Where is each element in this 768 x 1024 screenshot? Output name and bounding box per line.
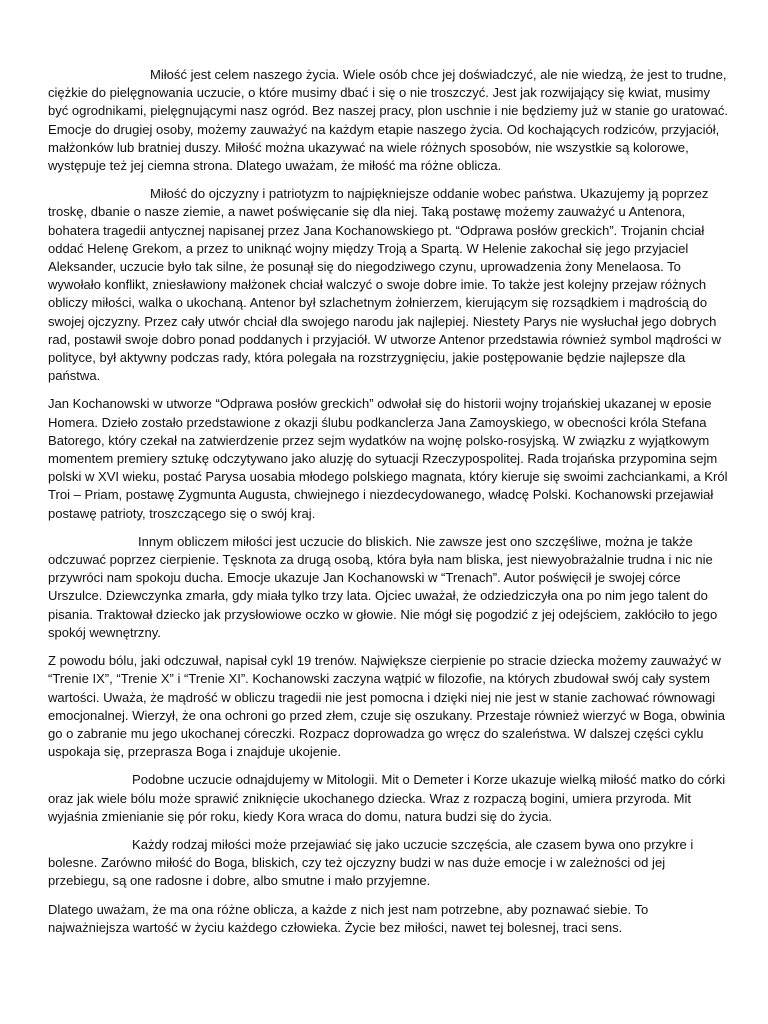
paragraph-treny: Z powodu bólu, jaki odczuwał, napisał cykl 19 trenów. Największe cierpienie po stracie dziecka możemy zauważyć w “Trenie IX”, “Trenie X” i “Trenie XI”. Kochanowski zaczyna wątpić w filozofie, na których zbudował swój cały system wartości. Uważa, że mądrość w obliczu tragedii nie jest pomocna i dzięki niej nie jest w stanie zachować równowagi emocjonalnej. Wierzył, że ona ochroni go przed złem, czuje się oszukany. Przestaje również wierzyć w Boga, obwinia go o zabranie mu jego ukochanej córeczki. Rozpacz doprowadza go wręcz do szaleństwa. W dalszej części cyklu uspokaja się, przeprasza Boga i znajduje ukojenie. xyxy=(48,653,726,760)
paragraph-odprawa-context: Jan Kochanowski w utworze “Odprawa posłów greckich” odwołał się do historii wojny trojańskiej ukazanej w eposie Homera. Dzieło zostało przedstawione z okazji ślubu podkanclerza Jana Zamoyskiego, w obecności króla Stefana Batorego, który czekał na zatwierdzenie przez sejm wydatków na wojnę polsko-rosyjską. W związku z wyjątkowym momentem premiery sztukę odczytywano jako aluzję do sytuacji Rzeczypospolitej. Rada trojańska przypomina sejm polski w XVI wieku, postać Parysa uosabia młodego polskiego magnata, który kieruje się swoimi zachciankami, a Król Troi – Priam, postawę Zygmunta Augusta, chwiejnego i niezdecydowanego, władcę Polski. Kochanowski przejawiał postawę patrioty, troszczącego się o swój kraj. xyxy=(48,396,728,521)
paragraph-summary: Każdy rodzaj miłości może przejawiać się jako uczucie szczęścia, ale czasem bywa ono przykre i bolesne. Zarówno miłość do Boga, bliskich, czy też ojczyzny budzi w nas duże emocje i w zależności od jej przebiegu, są one radosne i dobre, albo smutne i mało przyjemne. xyxy=(48,836,694,889)
essay-document xyxy=(48,66,728,947)
paragraph-introduction: Miłość jest celem naszego życia. Wiele osób chce jej doświadczyć, ale nie wiedzą, że jest to trudne, ciężkie do pielęgnowania uczucie, o które musimy dbać i się o nie troszczyć. Jest jak rozwijający się kwiat, musimy być ogrodnikami, pielęgnującymi nasz ogród. Bez naszej pracy, plon uschnie i nie będziemy już w stanie go uratować. Emocje do drugiej osoby, możemy zauważyć na każdym etapie naszego życia. Od kochających rodziców, przyjaciół, małżonków lub bratniej duszy. Miłość można ukazywać na wiele różnych sposobów, nie wszystkie są kolorowe, występuje też jej ciemna strona. Dlatego uważam, że miłość ma różne oblicza. xyxy=(48,67,729,174)
paragraph-patriotism: Miłość do ojczyzny i patriotyzm to najpiękniejsze oddanie wobec państwa. Ukazujemy ją poprzez troskę, dbanie o nasze ziemie, a nawet poświęcanie się dla niej. Taką postawę możemy zauważyć u Antenora, bohatera tragedii antycznej napisanej przez Jana Kochanowskiego pt. “Odprawa posłów greckich”. Trojanin chciał oddać Helenę Grekom, a przez to uniknąć wojny między Troją a Spartą. W Helenie zakochał się jego przyjaciel Aleksander, uczucie było tak silne, że posunął się do niegodziwego czynu, uprowadzenia żony Menelaosa. To wywołało konflikt, zniesławiony małżonek chciał walczyć o swoje dobre imie. To także jest kolejny przejaw różnych obliczy miłości, walka o ukochaną. Antenor był szlachetnym żołnierzem, kierującym się rozsądkiem i mądrością do swojej ojczyzny. Przez cały utwór chciał dla swojego narodu jak najlepiej. Niestety Parys nie wysłuchał jego dobrych rad, postawił swoje dobro ponad poddanych i przyjaciół. W utworze Antenor przedstawia również symbol mądrości w polityce, był aktywny podczas rady, która polegała na rozstrzygnięciu, jakie postępowanie będzie najlepsze dla państwa. xyxy=(48,186,721,384)
paragraph-mythology: Podobne uczucie odnajdujemy w Mitologii. Mit o Demeter i Korze ukazuje wielką miłość matko do córki oraz jak wiele bólu może sprawić zniknięcie ukochanego dziecka. Wraz z rozpaczą bogini, umiera przyroda. Mit wyjaśnia zmienianie się pór roku, kiedy Kora wraca do domu, natura budzi się do życia. xyxy=(48,772,726,824)
paragraph-love-for-relatives: Innym obliczem miłości jest uczucie do bliskich. Nie zawsze jest ono szczęśliwe, można je także odczuwać poprzez cierpienie. Tęsknota za drugą osobą, która była nam bliska, jest niewyobrażalnie trudna i nic nie przywróci nam spokoju ducha. Emocje ukazuje Jan Kochanowski w “Trenach”. Autor poświęcił je swojej córce Urszulce. Dziewczynka zmarła, gdy miała tylko trzy lata. Ojciec uważał, że odziedziczyła ona po nim jego talent do pisania. Traktował dziecko jak przysłowiowe oczko w głowie. Nie mógł się pogodzić z jej odejściem, zakłóciło to jego spokój wewnętrzny. xyxy=(48,533,718,640)
paragraph-conclusion: Dlatego uważam, że ma ona różne oblicza, a każde z nich jest nam potrzebne, aby poznawać siebie. To najważniejsza wartość w życiu każdego człowieka. Życie bez miłości, nawet tej bolesnej, traci sens. xyxy=(48,901,649,935)
